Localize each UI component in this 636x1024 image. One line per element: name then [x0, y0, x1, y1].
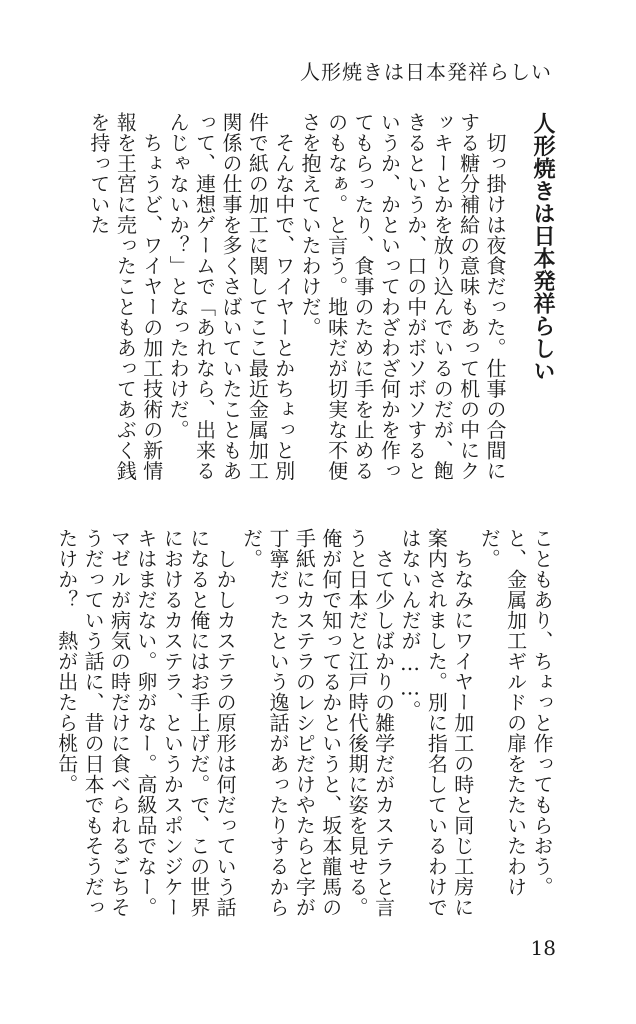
paragraph: さて少しばかりの雑学だがカステラと言うと日本だと江戸時代後期に姿を見せる。俺が何で知ってるかというと、坂本龍馬の手紙にカステラのレシピだけやたらと字が丁寧だったという逸話があったりするからだ。	[239, 528, 396, 918]
page-number: 18	[530, 936, 556, 960]
paragraph: 切っ掛けは夜食だった。仕事の合間にする糖分補給の意味もあって机の中にクッキーとかを放り込んでいるのだが、飽きるというか、口の中がボソボソするというか、かといってわざわざ何かを作ってもらったり、食事のために手を止めるのもなぁ。と言う。地味だが切実な不便さを抱えていたわけだ。	[298, 112, 507, 481]
paragraph: そんな中で、ワイヤーとかちょっと別件で紙の加工に関してここ最近金属加工関係の仕事を多くさばいていたこともあって、連想ゲームで「あれなら、出来るんじゃないか？」となったわけだ。	[166, 112, 296, 481]
paragraph: ちなみにワイヤー加工の時と同じ工房に案内されました。別に指名しているわけではないんだが……。	[397, 528, 475, 918]
upper-text-block	[86, 112, 508, 494]
lower-text-block	[54, 528, 555, 918]
running-header-title: 人形焼きは日本発祥らしい	[300, 60, 552, 84]
chapter-title: 人形焼きは日本発祥らしい	[530, 112, 556, 382]
paragraph: ちょうど、ワイヤーの加工技術の新情報を王宮に売ったこともあってあぶく銭を持っていた	[86, 112, 164, 481]
paragraph: しかしカステラの原形は何だっていう話になると俺にはお手上げだ。で、この世界におけるカステラ、というかスポンジケーキはまだない。卵がなー。高級品でなー。マゼルが病気の時だけに食べられるごちそうだっていう話に、昔の日本でもそうだったけか？ 熱が出たら桃缶。	[54, 528, 238, 918]
paragraph: こともあり、ちょっと作ってもらおう。と、金属加工ギルドの扉をたたいたわけだ。	[477, 528, 554, 897]
